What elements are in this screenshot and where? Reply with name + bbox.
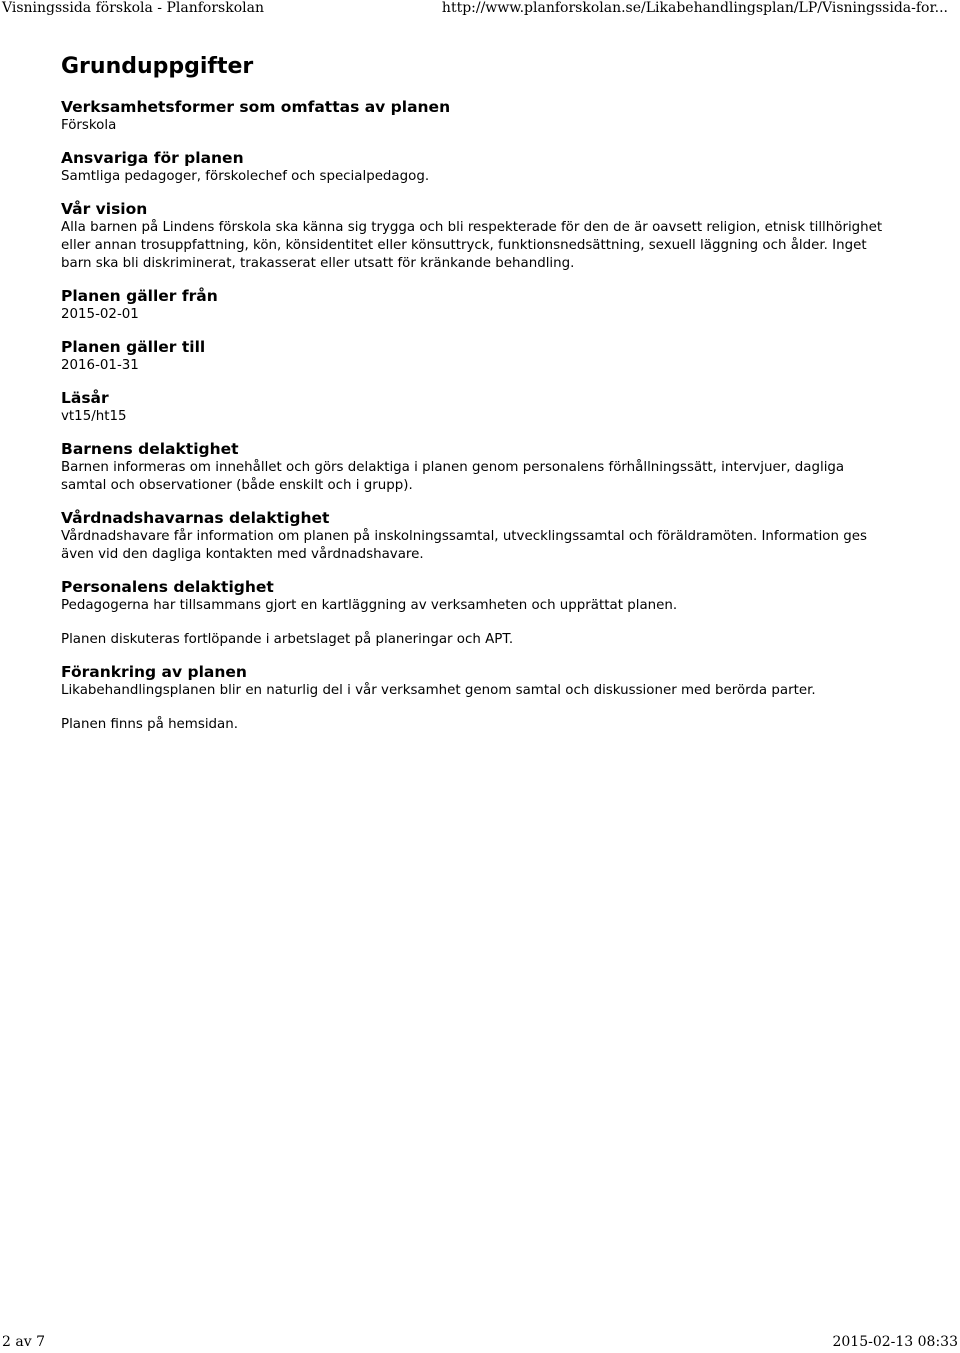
section-heading: Läsår <box>61 389 109 407</box>
print-header <box>0 0 960 20</box>
page-url: http://www.planforskolan.se/Likabehandlingsplan/LP/Visningssida-for... <box>441 0 948 16</box>
print-timestamp: 2015-02-13 08:33 <box>832 1334 958 1350</box>
section-text: Samtliga pedagoger, förskolechef och specialpedagog. <box>61 169 430 184</box>
section-heading: Barnens delaktighet <box>61 440 239 458</box>
section-text: 2016-01-31 <box>61 358 139 373</box>
section-heading: Ansvariga för planen <box>61 149 244 167</box>
section-vardnadshavarnas-delaktighet <box>61 509 891 564</box>
section-verksamhetsformer <box>61 98 891 135</box>
section-text: Planen diskuteras fortlöpande i arbetslaget på planeringar och APT. <box>61 632 514 647</box>
section-galler-fran <box>61 287 891 324</box>
section-galler-till <box>61 338 891 375</box>
section-heading: Förankring av planen <box>61 663 247 681</box>
main-content <box>61 52 891 748</box>
section-heading: Verksamhetsformer som omfattas av planen <box>61 98 451 116</box>
section-heading: Vår vision <box>61 200 148 218</box>
section-text: Barnen informeras om innehållet och görs delaktiga i planen genom personalens förhållningssätt, intervjuer, dagliga samtal och observationer (både enskilt och i grupp). <box>61 460 845 493</box>
section-heading: Planen gäller till <box>61 338 206 356</box>
print-footer <box>0 1334 960 1352</box>
section-heading: Planen gäller från <box>61 287 218 305</box>
section-personalens-delaktighet <box>61 578 891 649</box>
page-title: Grunduppgifter <box>61 54 254 79</box>
section-barnens-delaktighet <box>61 440 891 495</box>
page-title-header: Visningssida förskola - Planforskolan <box>2 0 264 16</box>
section-forankring <box>61 663 891 734</box>
section-lasar <box>61 389 891 426</box>
section-text: Planen finns på hemsidan. <box>61 717 238 732</box>
section-text: Alla barnen på Lindens förskola ska känna sig trygga och bli respekterade för den de är oavsett religion, etnisk tillhörighet eller annan trosuppfattning, kön, könsidentitet eller könsuttryck, funktionsnedsättning, sexuell läggning och ålder. Inget barn ska bli diskriminerat, trakasserat eller utsatt för kränkande behandling. <box>61 220 883 271</box>
section-heading: Personalens delaktighet <box>61 578 274 596</box>
section-text: Pedagogerna har tillsammans gjort en kartläggning av verksamheten och upprättat planen. <box>61 598 678 613</box>
section-text: Vårdnadshavare får information om planen på inskolningssamtal, utvecklingssamtal och föräldramöten. Information ges även vid den dagliga kontakten med vårdnadshavare. <box>61 529 867 562</box>
section-text: vt15/ht15 <box>61 409 127 424</box>
section-text: Likabehandlingsplanen blir en naturlig del i vår verksamhet genom samtal och diskussioner med berörda parter. <box>61 683 816 698</box>
section-var-vision <box>61 200 891 273</box>
section-heading: Vårdnadshavarnas delaktighet <box>61 509 330 527</box>
section-ansvariga <box>61 149 891 186</box>
section-text: 2015-02-01 <box>61 307 139 322</box>
section-text: Förskola <box>61 118 117 133</box>
page-number: 2 av 7 <box>2 1334 45 1350</box>
